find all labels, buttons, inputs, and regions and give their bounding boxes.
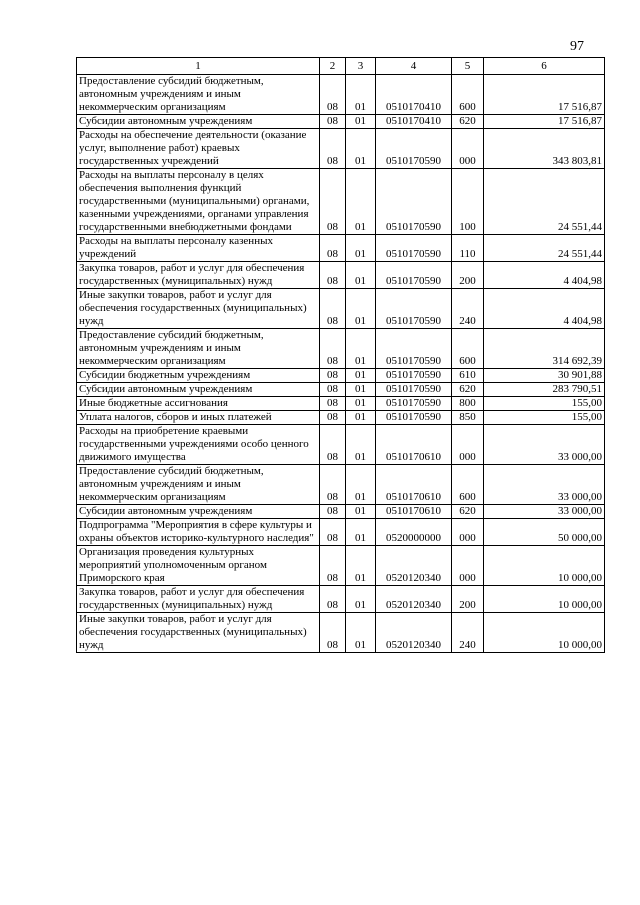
row-subsection: 01 [346,329,376,369]
table-row [77,519,605,546]
row-target-code: 0520120340 [376,586,452,613]
row-description: Иные закупки товаров, работ и услуг для обеспечения государственных (муниципальных) нужд [77,289,320,329]
table-row [77,329,605,369]
table-row [77,546,605,586]
row-amount: 17 516,87 [484,75,605,115]
row-expense-type: 200 [452,262,484,289]
row-target-code: 0520120340 [376,613,452,653]
row-section: 08 [320,369,346,383]
table-row [77,262,605,289]
row-amount: 10 000,00 [484,546,605,586]
row-subsection: 01 [346,129,376,169]
row-subsection: 01 [346,169,376,235]
row-amount: 50 000,00 [484,519,605,546]
row-target-code: 0510170410 [376,115,452,129]
row-description: Иные бюджетные ассигнования [77,397,320,411]
row-amount: 33 000,00 [484,425,605,465]
row-expense-type: 600 [452,329,484,369]
row-target-code: 0510170590 [376,169,452,235]
row-amount: 33 000,00 [484,465,605,505]
row-amount: 155,00 [484,397,605,411]
budget-table [76,57,605,653]
row-section: 08 [320,383,346,397]
table-row [77,115,605,129]
row-target-code: 0510170590 [376,262,452,289]
page-number: 97 [570,39,584,54]
row-amount: 4 404,98 [484,289,605,329]
row-section: 08 [320,397,346,411]
row-section: 08 [320,235,346,262]
row-expense-type: 850 [452,411,484,425]
row-expense-type: 200 [452,586,484,613]
row-section: 08 [320,465,346,505]
row-subsection: 01 [346,519,376,546]
row-target-code: 0520120340 [376,546,452,586]
row-expense-type: 620 [452,115,484,129]
row-target-code: 0510170590 [376,129,452,169]
row-description: Расходы на приобретение краевыми государственными учреждениями особо ценного движимого имущества [77,425,320,465]
row-section: 08 [320,169,346,235]
row-amount: 10 000,00 [484,613,605,653]
row-target-code: 0510170590 [376,397,452,411]
row-section: 08 [320,613,346,653]
row-section: 08 [320,289,346,329]
row-subsection: 01 [346,411,376,425]
row-amount: 4 404,98 [484,262,605,289]
row-section: 08 [320,411,346,425]
row-description: Предоставление субсидий бюджетным, автономным учреждениям и иным некоммерческим организациям [77,329,320,369]
column-header: 5 [452,58,484,75]
table-body [77,75,605,653]
row-description: Организация проведения культурных мероприятий уполномоченным органом Приморского края [77,546,320,586]
column-header: 2 [320,58,346,75]
row-description: Субсидии автономным учреждениям [77,505,320,519]
row-expense-type: 620 [452,383,484,397]
row-subsection: 01 [346,586,376,613]
row-section: 08 [320,425,346,465]
row-section: 08 [320,262,346,289]
row-subsection: 01 [346,262,376,289]
row-subsection: 01 [346,465,376,505]
row-amount: 343 803,81 [484,129,605,169]
row-expense-type: 000 [452,546,484,586]
row-description: Иные закупки товаров, работ и услуг для обеспечения государственных (муниципальных) нужд [77,613,320,653]
table-row [77,586,605,613]
row-expense-type: 240 [452,613,484,653]
table-row [77,465,605,505]
row-amount: 314 692,39 [484,329,605,369]
row-description: Закупка товаров, работ и услуг для обеспечения государственных (муниципальных) нужд [77,262,320,289]
row-section: 08 [320,546,346,586]
table-row [77,411,605,425]
row-description: Подпрограмма "Мероприятия в сфере культуры и охраны объектов историко-культурного наследия" [77,519,320,546]
row-expense-type: 610 [452,369,484,383]
table-row [77,129,605,169]
row-amount: 283 790,51 [484,383,605,397]
row-amount: 30 901,88 [484,369,605,383]
table-row [77,425,605,465]
row-subsection: 01 [346,383,376,397]
table-row [77,613,605,653]
row-expense-type: 240 [452,289,484,329]
row-amount: 17 516,87 [484,115,605,129]
column-header: 1 [77,58,320,75]
table-row [77,505,605,519]
table-row [77,383,605,397]
row-target-code: 0510170590 [376,235,452,262]
column-header: 6 [484,58,605,75]
table-row [77,397,605,411]
row-expense-type: 000 [452,129,484,169]
row-target-code: 0510170410 [376,75,452,115]
row-description: Расходы на выплаты персоналу в целях обеспечения выполнения функций государственными (муниципальными) органами, казенными учреждениями, органами управления государственными внебюджетными фондами [77,169,320,235]
row-subsection: 01 [346,289,376,329]
row-section: 08 [320,75,346,115]
row-description: Расходы на обеспечение деятельности (оказание услуг, выполнение работ) краевых государственных учреждений [77,129,320,169]
row-expense-type: 600 [452,465,484,505]
row-section: 08 [320,115,346,129]
table-row [77,369,605,383]
header-row [77,58,605,75]
row-subsection: 01 [346,235,376,262]
row-target-code: 0510170590 [376,329,452,369]
row-description: Субсидии бюджетным учреждениям [77,369,320,383]
row-target-code: 0510170590 [376,383,452,397]
row-target-code: 0510170590 [376,289,452,329]
row-subsection: 01 [346,115,376,129]
column-header: 3 [346,58,376,75]
row-amount: 33 000,00 [484,505,605,519]
row-description: Субсидии автономным учреждениям [77,115,320,129]
row-subsection: 01 [346,613,376,653]
row-target-code: 0510170610 [376,465,452,505]
row-section: 08 [320,586,346,613]
row-amount: 24 551,44 [484,169,605,235]
row-description: Уплата налогов, сборов и иных платежей [77,411,320,425]
row-expense-type: 000 [452,425,484,465]
row-subsection: 01 [346,397,376,411]
row-subsection: 01 [346,75,376,115]
table-row [77,289,605,329]
row-amount: 24 551,44 [484,235,605,262]
row-description: Субсидии автономным учреждениям [77,383,320,397]
table-row [77,169,605,235]
row-target-code: 0510170610 [376,505,452,519]
table-row [77,235,605,262]
row-subsection: 01 [346,369,376,383]
row-expense-type: 620 [452,505,484,519]
row-description: Расходы на выплаты персоналу казенных учреждений [77,235,320,262]
row-description: Закупка товаров, работ и услуг для обеспечения государственных (муниципальных) нужд [77,586,320,613]
row-section: 08 [320,505,346,519]
row-target-code: 0510170590 [376,411,452,425]
row-amount: 10 000,00 [484,586,605,613]
row-description: Предоставление субсидий бюджетным, автономным учреждениям и иным некоммерческим организациям [77,465,320,505]
row-amount: 155,00 [484,411,605,425]
row-target-code: 0520000000 [376,519,452,546]
row-expense-type: 110 [452,235,484,262]
column-header: 4 [376,58,452,75]
row-description: Предоставление субсидий бюджетным, автономным учреждениям и иным некоммерческим организациям [77,75,320,115]
row-section: 08 [320,129,346,169]
row-target-code: 0510170610 [376,425,452,465]
row-expense-type: 600 [452,75,484,115]
row-subsection: 01 [346,546,376,586]
row-target-code: 0510170590 [376,369,452,383]
row-expense-type: 000 [452,519,484,546]
table-row [77,75,605,115]
row-section: 08 [320,329,346,369]
row-expense-type: 100 [452,169,484,235]
row-subsection: 01 [346,425,376,465]
row-subsection: 01 [346,505,376,519]
row-expense-type: 800 [452,397,484,411]
row-section: 08 [320,519,346,546]
